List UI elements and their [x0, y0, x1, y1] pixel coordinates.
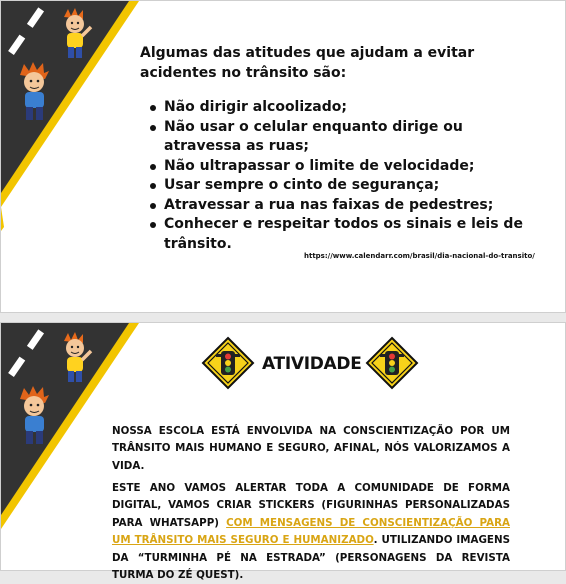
tips-list	[148, 98, 538, 254]
paragraph-2-end: . UTILIZANDO IMAGENS DA “TURMINHA PÉ NA ESTRADA” (PERSONAGENS DA REVISTA TURMA DO ZÉ QUEST).	[112, 534, 510, 582]
activity-title: ATIVIDADE	[262, 354, 362, 374]
intro-text: Algumas das atitudes que ajudam a evitar acidentes no trânsito são:	[140, 45, 475, 81]
list-item: Não dirigir alcoolizado;	[148, 98, 538, 118]
kid-character-icon	[15, 61, 55, 123]
source-link[interactable]: https://www.calendarr.com/brasil/dia-nacional-do-transito/	[304, 252, 535, 260]
kid-character-icon	[15, 385, 55, 447]
list-item: Usar sempre o cinto de segurança;	[148, 176, 538, 196]
activity-paragraph-1: NOSSA ESCOLA ESTÁ ENVOLVIDA NA CONSCIENTIZAÇÃO POR UM TRÂNSITO MAIS HUMANO E SEGURO, AFINAL, NÓS VALORIZAMOS A VIDA.	[112, 425, 510, 472]
kid-character-icon	[56, 331, 96, 385]
traffic-light-sign-icon	[366, 337, 418, 389]
traffic-light-sign-icon	[202, 337, 254, 389]
slide-2	[0, 322, 566, 582]
list-item: Não ultrapassar o limite de velocidade;	[148, 157, 538, 177]
kid-character-icon	[56, 7, 96, 61]
list-item: Não usar o celular enquanto dirige ou atravessa as ruas;	[148, 118, 538, 157]
list-item: Atravessar a rua nas faixas de pedestres;	[148, 196, 538, 216]
paragraph-2-start: ESTE ANO VAMOS ALERTAR TODA A COMUNIDADE DE FORMA DIGITAL, VAMOS CRIAR STICKERS (FIGURINHAS PERSONALIZADAS PARA WHATSAPP)	[112, 482, 510, 529]
list-item: Conhecer e respeitar todos os sinais e leis de trânsito.	[148, 215, 538, 254]
highlighted-text: COM MENSAGENS DE CONSCIENTIZAÇÃO PARA UM TRÂNSITO MAIS SEGURO E HUMANIZADO	[112, 516, 510, 547]
activity-paragraph-2	[112, 480, 510, 584]
